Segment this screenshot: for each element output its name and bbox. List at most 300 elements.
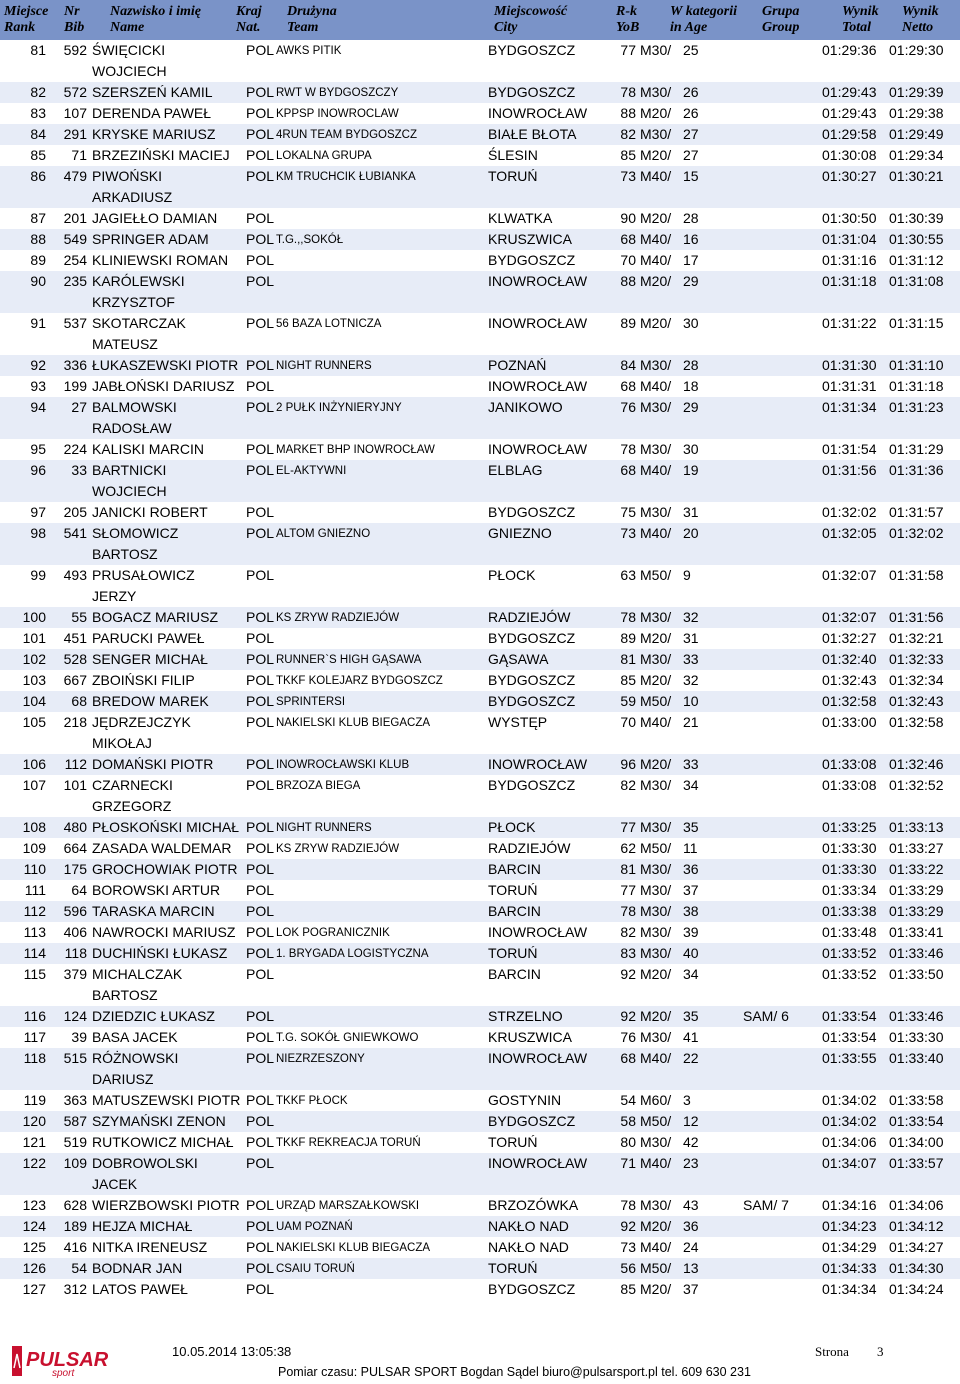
- bib-cell: 528: [63, 651, 87, 667]
- rank-cell: 85: [30, 147, 46, 163]
- bib-cell: 336: [63, 357, 87, 373]
- city-cell: INOWROCŁAW: [488, 1050, 588, 1066]
- yob-cell: 89: [620, 630, 636, 646]
- netto-time-cell: 01:31:12: [889, 252, 944, 268]
- table-row: [0, 922, 960, 943]
- category-cell: M20/: [640, 1218, 672, 1234]
- bib-cell: 254: [63, 252, 87, 268]
- team-cell: 4RUN TEAM BYDGOSZCZ: [276, 129, 417, 141]
- yob-cell: 58: [620, 1113, 636, 1129]
- bib-cell: 587: [63, 1113, 87, 1129]
- netto-time-cell: 01:30:55: [889, 231, 944, 247]
- rank-cell: 81: [30, 42, 46, 58]
- total-time-cell: 01:31:54: [822, 441, 877, 457]
- rank-cell: 123: [22, 1197, 46, 1213]
- rank-cell: 89: [30, 252, 46, 268]
- total-time-cell: 01:30:27: [822, 168, 877, 184]
- city-cell: STRZELNO: [488, 1008, 563, 1024]
- rank-cell: 86: [30, 168, 46, 184]
- total-time-cell: 01:34:07: [822, 1155, 877, 1171]
- yob-cell: 80: [620, 1134, 636, 1150]
- category-cell: M20/: [640, 966, 672, 982]
- name-cell: MICHALCZAK: [92, 966, 183, 982]
- category-place-cell: 22: [683, 1050, 699, 1066]
- bib-cell: 667: [63, 672, 87, 688]
- rank-cell: 126: [22, 1260, 46, 1276]
- nat-cell: POL: [246, 252, 275, 268]
- total-time-cell: 01:31:30: [822, 357, 877, 373]
- nat-cell: POL: [246, 1197, 275, 1213]
- header-netto: Wynik Netto: [902, 4, 939, 35]
- total-time-cell: 01:33:08: [822, 777, 877, 793]
- bib-cell: 479: [63, 168, 87, 184]
- team-cell: 1. BRYGADA LOGISTYCZNA: [276, 948, 429, 960]
- nat-cell: POL: [246, 609, 275, 625]
- name-cell: PŁOSKOŃSKI MICHAŁ: [92, 819, 240, 835]
- bib-cell: 205: [63, 504, 87, 520]
- rank-cell: 83: [30, 105, 46, 121]
- name-cell: KALISKI MARCIN: [92, 441, 205, 457]
- total-time-cell: 01:33:52: [822, 966, 877, 982]
- group-cell: SAM/ 6: [743, 1008, 789, 1024]
- name-cell: KLINIEWSKI ROMAN: [92, 252, 229, 268]
- table-row: [0, 145, 960, 166]
- rank-cell: 120: [22, 1113, 46, 1129]
- category-place-cell: 10: [683, 693, 699, 709]
- nat-cell: POL: [246, 210, 275, 226]
- rank-cell: 105: [22, 714, 46, 730]
- name-cell: ŚWIĘCICKI: [92, 42, 166, 58]
- nat-cell: POL: [246, 273, 275, 289]
- netto-time-cell: 01:31:15: [889, 315, 944, 331]
- nat-cell: POL: [246, 1113, 275, 1129]
- total-time-cell: 01:34:02: [822, 1113, 877, 1129]
- table-row: [0, 754, 960, 775]
- name-cell: RÓŻNOWSKI: [92, 1050, 179, 1066]
- city-cell: RADZIEJÓW: [488, 840, 571, 856]
- total-time-cell: 01:33:48: [822, 924, 877, 940]
- total-time-cell: 01:29:36: [822, 42, 877, 58]
- nat-cell: POL: [246, 1050, 275, 1066]
- category-place-cell: 39: [683, 924, 699, 940]
- yob-cell: 54: [620, 1092, 636, 1108]
- yob-cell: 62: [620, 840, 636, 856]
- table-row: [0, 376, 960, 397]
- city-cell: TORUŃ: [488, 882, 538, 898]
- bib-cell: 406: [63, 924, 87, 940]
- rank-cell: 109: [22, 840, 46, 856]
- bib-cell: 112: [64, 756, 87, 772]
- name-cell: BOGACZ MARIUSZ: [92, 609, 219, 625]
- name-cell: BOROWSKI ARTUR: [92, 882, 221, 898]
- yob-cell: 68: [620, 462, 636, 478]
- table-row: [0, 166, 960, 208]
- total-time-cell: 01:33:55: [822, 1050, 877, 1066]
- category-cell: M30/: [640, 42, 672, 58]
- yob-cell: 82: [620, 126, 636, 142]
- city-cell: BIAŁE BŁOTA: [488, 126, 577, 142]
- rank-cell: 94: [30, 399, 46, 415]
- header-city: Miejscowość City: [494, 4, 568, 35]
- bib-cell: 199: [63, 378, 87, 394]
- nat-cell: POL: [246, 672, 275, 688]
- category-place-cell: 17: [683, 252, 699, 268]
- team-cell: RUNNER`S HIGH GĄSAWA: [276, 654, 422, 666]
- bib-cell: 537: [63, 315, 87, 331]
- city-cell: BYDGOSZCZ: [488, 1281, 576, 1297]
- total-time-cell: 01:34:34: [822, 1281, 877, 1297]
- category-place-cell: 26: [683, 84, 699, 100]
- yob-cell: 90: [620, 210, 636, 226]
- footer-page-label: Strona: [815, 1344, 849, 1359]
- nat-cell: POL: [246, 924, 275, 940]
- city-cell: KRUSZWICA: [488, 231, 572, 247]
- category-place-cell: 24: [683, 1239, 699, 1255]
- total-time-cell: 01:33:30: [822, 840, 877, 856]
- bib-cell: 664: [63, 840, 87, 856]
- name-cell: JAGIEŁŁO DAMIAN: [92, 210, 218, 226]
- category-cell: M20/: [640, 756, 672, 772]
- name-cell-continued: MIKOŁAJ: [92, 735, 152, 751]
- team-cell: KS ZRYW RADZIEJÓW: [276, 843, 400, 855]
- netto-time-cell: 01:32:21: [889, 630, 944, 646]
- netto-time-cell: 01:34:27: [889, 1239, 944, 1255]
- rank-cell: 103: [22, 672, 46, 688]
- nat-cell: POL: [246, 105, 275, 121]
- category-cell: M50/: [640, 567, 672, 583]
- yob-cell: 83: [620, 945, 636, 961]
- nat-cell: POL: [246, 840, 275, 856]
- bib-cell: 107: [63, 105, 87, 121]
- category-place-cell: 16: [683, 231, 699, 247]
- bib-cell: 493: [63, 567, 87, 583]
- yob-cell: 75: [620, 504, 636, 520]
- team-cell: NIGHT RUNNERS: [276, 822, 372, 834]
- name-cell: NITKA IRENEUSZ: [92, 1239, 208, 1255]
- table-row: [0, 523, 960, 565]
- name-cell-continued: GRZEGORZ: [92, 798, 172, 814]
- yob-cell: 68: [620, 231, 636, 247]
- name-cell: DOBROWOLSKI: [92, 1155, 198, 1171]
- bib-cell: 71: [71, 147, 87, 163]
- nat-cell: POL: [246, 1029, 275, 1045]
- rank-cell: 118: [23, 1050, 46, 1066]
- netto-time-cell: 01:34:06: [889, 1197, 944, 1213]
- header-total: Wynik Total: [842, 4, 879, 35]
- city-cell: BYDGOSZCZ: [488, 777, 576, 793]
- name-cell: WIERZBOWSKI PIOTR: [92, 1197, 240, 1213]
- nat-cell: POL: [246, 882, 275, 898]
- pulsar-sport-logo: [12, 1344, 112, 1378]
- rank-cell: 100: [22, 609, 46, 625]
- nat-cell: POL: [246, 819, 275, 835]
- bib-cell: 596: [63, 903, 87, 919]
- category-place-cell: 30: [683, 441, 699, 457]
- name-cell: PIWOŃSKI: [92, 168, 163, 184]
- name-cell: HEJZA MICHAŁ: [92, 1218, 193, 1234]
- bib-cell: 480: [63, 819, 87, 835]
- team-cell: AWKS PITIK: [276, 45, 342, 57]
- team-cell: EL-AKTYWNI: [276, 465, 347, 477]
- netto-time-cell: 01:29:39: [889, 84, 944, 100]
- bib-cell: 541: [63, 525, 87, 541]
- total-time-cell: 01:31:22: [822, 315, 877, 331]
- city-cell: TORUŃ: [488, 1134, 538, 1150]
- netto-time-cell: 01:34:24: [889, 1281, 944, 1297]
- yob-cell: 88: [620, 105, 636, 121]
- city-cell: BARCIN: [488, 861, 541, 877]
- footer-credit: Pomiar czasu: PULSAR SPORT Bogdan Sądel biuro@pulsarsport.pl tel. 609 630 231: [278, 1365, 751, 1379]
- netto-time-cell: 01:31:18: [889, 378, 944, 394]
- yob-cell: 82: [620, 777, 636, 793]
- category-cell: M40/: [640, 252, 672, 268]
- team-cell: LOK POGRANICZNIK: [276, 927, 390, 939]
- category-place-cell: 42: [683, 1134, 699, 1150]
- category-cell: M40/: [640, 714, 672, 730]
- netto-time-cell: 01:30:21: [889, 168, 944, 184]
- name-cell-continued: WOJCIECH: [92, 63, 167, 79]
- svg-text:PULSAR: PULSAR: [26, 1349, 109, 1371]
- team-cell: SPRINTERSI: [276, 696, 346, 708]
- category-cell: M30/: [640, 777, 672, 793]
- rank-cell: 107: [22, 777, 46, 793]
- category-cell: M20/: [640, 273, 672, 289]
- rank-cell: 92: [30, 357, 46, 373]
- category-place-cell: 15: [683, 168, 699, 184]
- team-cell: NAKIELSKI KLUB BIEGACZA: [276, 1242, 431, 1254]
- table-row: [0, 1132, 960, 1153]
- category-cell: M30/: [640, 609, 672, 625]
- total-time-cell: 01:31:31: [822, 378, 877, 394]
- netto-time-cell: 01:33:13: [889, 819, 944, 835]
- table-row: [0, 607, 960, 628]
- table-row: [0, 943, 960, 964]
- city-cell: INOWROCŁAW: [488, 756, 588, 772]
- category-place-cell: 33: [683, 651, 699, 667]
- rank-cell: 115: [23, 966, 46, 982]
- total-time-cell: 01:34:02: [822, 1092, 877, 1108]
- nat-cell: POL: [246, 1260, 275, 1276]
- category-place-cell: 28: [683, 357, 699, 373]
- category-place-cell: 43: [683, 1197, 699, 1213]
- netto-time-cell: 01:32:33: [889, 651, 944, 667]
- bib-cell: 54: [71, 1260, 87, 1276]
- name-cell-continued: RADOSŁAW: [92, 420, 172, 436]
- city-cell: POZNAŃ: [488, 357, 547, 373]
- name-cell: GROCHOWIAK PIOTR: [92, 861, 238, 877]
- city-cell: GOSTYNIN: [488, 1092, 562, 1108]
- category-cell: M60/: [640, 1092, 672, 1108]
- category-place-cell: 41: [683, 1029, 699, 1045]
- yob-cell: 85: [620, 147, 636, 163]
- netto-time-cell: 01:31:58: [889, 567, 944, 583]
- total-time-cell: 01:33:54: [822, 1029, 877, 1045]
- team-cell: T.G.,,SOKÓŁ: [276, 234, 344, 246]
- category-cell: M40/: [640, 231, 672, 247]
- team-cell: MARKET BHP INOWROCŁAW: [276, 444, 435, 456]
- total-time-cell: 01:30:08: [822, 147, 877, 163]
- rank-cell: 95: [30, 441, 46, 457]
- nat-cell: POL: [246, 651, 275, 667]
- total-time-cell: 01:33:54: [822, 1008, 877, 1024]
- bib-cell: 109: [63, 1155, 87, 1171]
- nat-cell: POL: [246, 126, 275, 142]
- team-cell: TKKF REKREACJA TORUŃ: [276, 1137, 421, 1149]
- name-cell: BODNAR JAN: [92, 1260, 183, 1276]
- table-row: [0, 355, 960, 376]
- category-cell: M20/: [640, 210, 672, 226]
- rank-cell: 98: [30, 525, 46, 541]
- team-cell: NIEZRZESZONY: [276, 1053, 365, 1065]
- category-place-cell: 40: [683, 945, 699, 961]
- table-row: [0, 712, 960, 754]
- name-cell: TARASKA MARCIN: [92, 903, 215, 919]
- category-place-cell: 31: [683, 504, 699, 520]
- category-cell: M30/: [640, 882, 672, 898]
- category-place-cell: 38: [683, 903, 699, 919]
- team-cell: ALTOM GNIEZNO: [276, 528, 371, 540]
- team-cell: KPPSP INOWROCLAW: [276, 108, 399, 120]
- category-place-cell: 33: [683, 756, 699, 772]
- table-row: [0, 208, 960, 229]
- name-cell-continued: KRZYSZTOF: [92, 294, 175, 310]
- yob-cell: 96: [620, 756, 636, 772]
- name-cell: KRYSKE MARIUSZ: [92, 126, 216, 142]
- category-cell: M50/: [640, 693, 672, 709]
- bib-cell: 379: [63, 966, 87, 982]
- netto-time-cell: 01:31:08: [889, 273, 944, 289]
- rank-cell: 117: [23, 1029, 46, 1045]
- name-cell: BARTNICKI: [92, 462, 167, 478]
- total-time-cell: 01:31:16: [822, 252, 877, 268]
- netto-time-cell: 01:33:58: [889, 1092, 944, 1108]
- category-cell: M30/: [640, 945, 672, 961]
- yob-cell: 89: [620, 315, 636, 331]
- netto-time-cell: 01:31:23: [889, 399, 944, 415]
- name-cell: SŁOMOWICZ: [92, 525, 179, 541]
- category-cell: M30/: [640, 903, 672, 919]
- city-cell: NAKŁO NAD: [488, 1239, 569, 1255]
- header-bib: Nr Bib: [64, 4, 85, 35]
- city-cell: INOWROCŁAW: [488, 378, 588, 394]
- total-time-cell: 01:34:16: [822, 1197, 877, 1213]
- city-cell: NAKŁO NAD: [488, 1218, 569, 1234]
- nat-cell: POL: [246, 1092, 275, 1108]
- category-cell: M30/: [640, 441, 672, 457]
- city-cell: BARCIN: [488, 903, 541, 919]
- yob-cell: 92: [620, 1218, 636, 1234]
- table-row: [0, 1111, 960, 1132]
- total-time-cell: 01:32:07: [822, 567, 877, 583]
- yob-cell: 63: [620, 567, 636, 583]
- city-cell: BYDGOSZCZ: [488, 252, 576, 268]
- yob-cell: 71: [620, 1155, 636, 1171]
- name-cell: CZARNECKI: [92, 777, 173, 793]
- category-place-cell: 34: [683, 966, 699, 982]
- table-row: [0, 1258, 960, 1279]
- rank-cell: 108: [22, 819, 46, 835]
- city-cell: ELBLAG: [488, 462, 543, 478]
- table-row: [0, 649, 960, 670]
- yob-cell: 77: [620, 42, 636, 58]
- nat-cell: POL: [246, 42, 275, 58]
- svg-text:sport: sport: [52, 1368, 75, 1378]
- rank-cell: 112: [23, 903, 46, 919]
- yob-cell: 78: [620, 903, 636, 919]
- bib-cell: 312: [63, 1281, 87, 1297]
- bib-cell: 118: [64, 945, 87, 961]
- category-place-cell: 18: [683, 378, 699, 394]
- nat-cell: POL: [246, 630, 275, 646]
- team-cell: TKKF KOLEJARZ BYDGOSZCZ: [276, 675, 443, 687]
- table-row: [0, 1279, 960, 1300]
- city-cell: ŚLESIN: [488, 147, 538, 163]
- rank-cell: 127: [22, 1281, 46, 1297]
- yob-cell: 78: [620, 84, 636, 100]
- nat-cell: POL: [246, 1134, 275, 1150]
- bib-cell: 189: [63, 1218, 87, 1234]
- nat-cell: POL: [246, 966, 275, 982]
- category-place-cell: 3: [683, 1092, 691, 1108]
- city-cell: BYDGOSZCZ: [488, 504, 576, 520]
- footer-timestamp: 10.05.2014 13:05:38: [172, 1344, 292, 1359]
- city-cell: BYDGOSZCZ: [488, 693, 576, 709]
- header-category: W kategorii in Age: [670, 4, 738, 35]
- nat-cell: POL: [246, 945, 275, 961]
- name-cell: SZYMAŃSKI ZENON: [92, 1113, 226, 1129]
- nat-cell: POL: [246, 903, 275, 919]
- category-cell: M30/: [640, 399, 672, 415]
- category-cell: M30/: [640, 651, 672, 667]
- name-cell: SENGER MICHAŁ: [92, 651, 208, 667]
- total-time-cell: 01:34:23: [822, 1218, 877, 1234]
- category-cell: M30/: [640, 924, 672, 940]
- table-row: [0, 1048, 960, 1090]
- yob-cell: 78: [620, 1197, 636, 1213]
- name-cell: DERENDA PAWEŁ: [92, 105, 212, 121]
- name-cell: BRZEZIŃSKI MACIEJ: [92, 147, 230, 163]
- total-time-cell: 01:29:58: [822, 126, 877, 142]
- bib-cell: 592: [63, 42, 87, 58]
- city-cell: INOWROCŁAW: [488, 924, 588, 940]
- bib-cell: 224: [63, 441, 87, 457]
- team-cell: 56 BAZA LOTNICZA: [276, 318, 382, 330]
- table-row: [0, 40, 960, 82]
- netto-time-cell: 01:29:49: [889, 126, 944, 142]
- name-cell: PRUSAŁOWICZ: [92, 567, 195, 583]
- category-place-cell: 19: [683, 462, 699, 478]
- nat-cell: POL: [246, 1155, 275, 1171]
- name-cell: ZBOIŃSKI FILIP: [92, 672, 195, 688]
- team-cell: INOWROCŁAWSKI KLUB: [276, 759, 410, 771]
- yob-cell: 59: [620, 693, 636, 709]
- table-row: [0, 838, 960, 859]
- city-cell: PŁOCK: [488, 819, 536, 835]
- netto-time-cell: 01:29:34: [889, 147, 944, 163]
- nat-cell: POL: [246, 504, 275, 520]
- city-cell: BYDGOSZCZ: [488, 1113, 576, 1129]
- yob-cell: 88: [620, 273, 636, 289]
- total-time-cell: 01:32:43: [822, 672, 877, 688]
- total-time-cell: 01:33:34: [822, 882, 877, 898]
- category-place-cell: 34: [683, 777, 699, 793]
- table-row: [0, 103, 960, 124]
- rank-cell: 93: [30, 378, 46, 394]
- nat-cell: POL: [246, 441, 275, 457]
- total-time-cell: 01:31:56: [822, 462, 877, 478]
- name-cell: ZASADA WALDEMAR: [92, 840, 232, 856]
- netto-time-cell: 01:34:12: [889, 1218, 944, 1234]
